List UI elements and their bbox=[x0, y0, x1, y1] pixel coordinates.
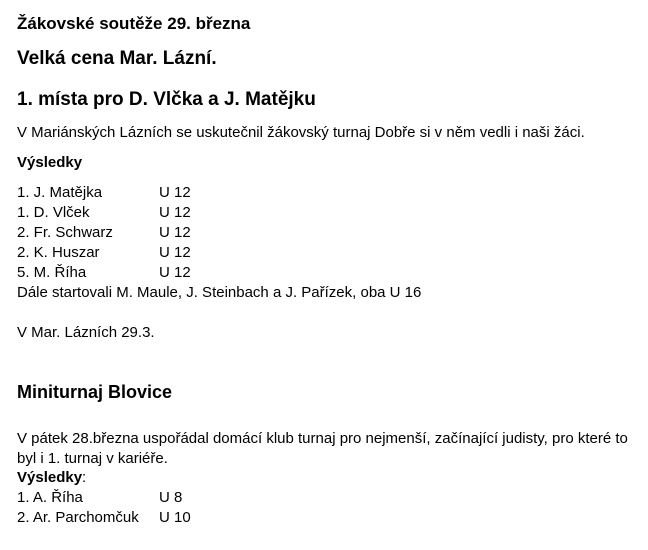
article1-place-date: V Mar. Lázních 29.3. bbox=[17, 324, 155, 341]
article1-subtitle: 1. místa pro D. Vlčka a J. Matějku bbox=[17, 89, 316, 110]
result-category: U 12 bbox=[159, 224, 191, 241]
article2-results-line bbox=[17, 469, 86, 486]
result-name: 2. Fr. Schwarz bbox=[17, 224, 113, 241]
article1-also-started: Dále startovali M. Maule, J. Steinbach a J. Pařízek, oba U 16 bbox=[17, 284, 422, 301]
article1-intro: V Mariánských Lázních se uskutečnil žákovský turnaj Dobře si v něm vedli i naši žáci. bbox=[17, 124, 585, 141]
result-category: U 12 bbox=[159, 244, 191, 261]
result-name: 2. K. Huszar bbox=[17, 244, 100, 261]
article1-title: Velká cena Mar. Lázní. bbox=[17, 48, 217, 69]
article2-results-colon: : bbox=[82, 469, 87, 486]
result-category: U 12 bbox=[159, 204, 191, 221]
article2-results-heading: Výsledky bbox=[17, 469, 83, 486]
date-heading: Žákovské soutěže 29. března bbox=[17, 14, 251, 33]
result-name: 1. A. Říha bbox=[17, 489, 83, 506]
result-name: 5. M. Říha bbox=[17, 264, 87, 281]
result-name: 2. Ar. Parchomčuk bbox=[17, 509, 139, 526]
result-category: U 8 bbox=[159, 489, 183, 506]
result-category: U 12 bbox=[159, 184, 191, 201]
article1-results-heading: Výsledky bbox=[17, 154, 83, 171]
article2-intro: V pátek 28.března uspořádal domácí klub turnaj pro nejmenší, začínající judisty, pro které to byl i 1. turnaj v kariéře. bbox=[17, 430, 628, 467]
result-category: U 10 bbox=[159, 509, 191, 526]
article2-title: Miniturnaj Blovice bbox=[17, 382, 173, 402]
result-name: 1. J. Matějka bbox=[17, 184, 103, 201]
result-name: 1. D. Vlček bbox=[17, 204, 90, 221]
result-category: U 12 bbox=[159, 264, 191, 281]
